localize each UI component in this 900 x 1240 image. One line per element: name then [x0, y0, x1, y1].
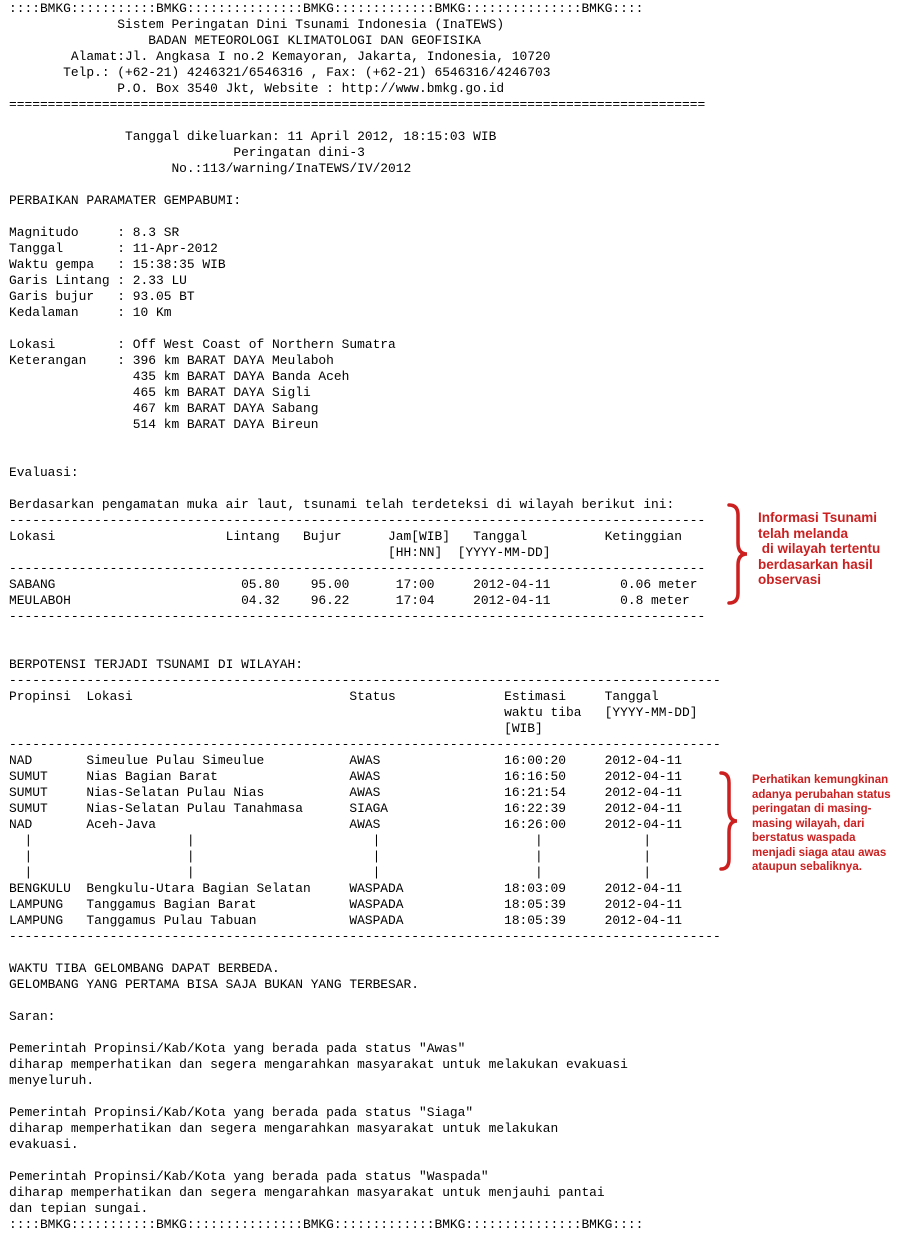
bulletin-line: 435 km BARAT DAYA Banda Aceh [9, 369, 350, 384]
bulletin-line: LAMPUNG Tanggamus Bagian Barat WASPADA 18:05:39 2012-04-11 [9, 897, 683, 912]
tsunami-observed-note: Informasi Tsunami telah melanda di wilayah tertentu berdasarkan hasil observasi [758, 510, 881, 587]
bulletin-line [9, 481, 721, 497]
bulletin-line: ------------------------------------------------------------------------------------------ [9, 513, 706, 528]
bulletin-line: Pemerintah Propinsi/Kab/Kota yang berada pada status "Siaga" [9, 1105, 474, 1120]
bulletin-line: menyeluruh. [9, 1073, 95, 1088]
bulletin-line: Lokasi Lintang Bujur Jam[WIB] Tanggal Ketinggian [9, 529, 683, 544]
bulletin-line: Peringatan dini-3 [9, 145, 365, 160]
bulletin-line: 467 km BARAT DAYA Sabang [9, 401, 319, 416]
bulletin-line: MEULABOH 04.32 96.22 17:04 2012-04-11 0.8 meter [9, 593, 690, 608]
bulletin-line: Waktu gempa : 15:38:35 WIB [9, 257, 226, 272]
bracket-status-icon [718, 771, 740, 871]
bulletin-line: dan tepian sungai. [9, 1201, 149, 1216]
bulletin-line: 465 km BARAT DAYA Sigli [9, 385, 311, 400]
bulletin-line [9, 1025, 721, 1041]
bulletin-line: Tanggal dikeluarkan: 11 April 2012, 18:15:03 WIB [9, 129, 497, 144]
bulletin-line [9, 1153, 721, 1169]
bulletin-line: ========================================================================================== [9, 97, 706, 112]
bulletin-line: BADAN METEOROLOGI KLIMATOLOGI DAN GEOFISIKA [9, 33, 481, 48]
bulletin-line: diharap memperhatikan dan segera mengarahkan masyarakat untuk melakukan evakuasi [9, 1057, 628, 1072]
bulletin-line: | | | | | [9, 865, 652, 880]
bulletin-line: -------------------------------------------------------------------------------------------- [9, 737, 721, 752]
bulletin-line: SABANG 05.80 95.00 17:00 2012-04-11 0.06 meter [9, 577, 698, 592]
bulletin-line: Evaluasi: [9, 465, 79, 480]
bulletin-line: Saran: [9, 1009, 56, 1024]
bulletin-line: 514 km BARAT DAYA Bireun [9, 417, 319, 432]
bulletin-line: NAD Simeulue Pulau Simeulue AWAS 16:00:20 2012-04-11 [9, 753, 683, 768]
bulletin-line: -------------------------------------------------------------------------------------------- [9, 673, 721, 688]
bulletin-line: | | | | | [9, 833, 652, 848]
bulletin-line: [HH:NN] [YYYY-MM-DD] [9, 545, 551, 560]
bulletin-line: ------------------------------------------------------------------------------------------ [9, 561, 706, 576]
bulletin-line: ::::BMKG:::::::::::BMKG:::::::::::::::BMKG:::::::::::::BMKG:::::::::::::::BMKG:::: [9, 1217, 644, 1232]
bulletin-line: No.:113/warning/InaTEWS/IV/2012 [9, 161, 412, 176]
bulletin-line [9, 321, 721, 337]
bulletin-line: GELOMBANG YANG PERTAMA BISA SAJA BUKAN YANG TERBESAR. [9, 977, 419, 992]
bulletin-line [9, 945, 721, 961]
bulletin-line [9, 1089, 721, 1105]
bulletin-line: Pemerintah Propinsi/Kab/Kota yang berada pada status "Awas" [9, 1041, 466, 1056]
bracket-observed-icon [726, 503, 750, 605]
bulletin-line [9, 641, 721, 657]
bulletin-line: waktu tiba [YYYY-MM-DD] [9, 705, 698, 720]
bulletin-line: Propinsi Lokasi Status Estimasi Tanggal [9, 689, 659, 704]
bulletin-line: evakuasi. [9, 1137, 79, 1152]
bulletin-line: diharap memperhatikan dan segera mengarahkan masyarakat untuk menjauhi pantai [9, 1185, 605, 1200]
bulletin-line: BENGKULU Bengkulu-Utara Bagian Selatan WASPADA 18:03:09 2012-04-11 [9, 881, 683, 896]
bulletin-line: ::::BMKG:::::::::::BMKG:::::::::::::::BMKG:::::::::::::BMKG:::::::::::::::BMKG:::: [9, 1, 644, 16]
bulletin-line: Sistem Peringatan Dini Tsunami Indonesia (InaTEWS) [9, 17, 505, 32]
bulletin-line: [WIB] [9, 721, 543, 736]
bulletin-line: Tanggal : 11-Apr-2012 [9, 241, 218, 256]
bulletin-line: -------------------------------------------------------------------------------------------- [9, 929, 721, 944]
bulletin-line: PERBAIKAN PARAMATER GEMPABUMI: [9, 193, 242, 208]
bulletin-line: SUMUT Nias-Selatan Pulau Nias AWAS 16:21:54 2012-04-11 [9, 785, 683, 800]
bulletin-line [9, 993, 721, 1009]
bulletin-line [9, 113, 721, 129]
bulletin-line: Magnitudo : 8.3 SR [9, 225, 180, 240]
bulletin-line: Kedalaman : 10 Km [9, 305, 172, 320]
bulletin-line: Berdasarkan pengamatan muka air laut, tsunami telah terdeteksi di wilayah berikut ini: [9, 497, 675, 512]
bulletin-line: Lokasi : Off West Coast of Northern Sumatra [9, 337, 396, 352]
bulletin-line: ------------------------------------------------------------------------------------------ [9, 609, 706, 624]
bulletin-line: BERPOTENSI TERJADI TSUNAMI DI WILAYAH: [9, 657, 303, 672]
bulletin-line [9, 625, 721, 641]
bulletin-line: WAKTU TIBA GELOMBANG DAPAT BERBEDA. [9, 961, 280, 976]
bulletin-line: diharap memperhatikan dan segera mengarahkan masyarakat untuk melakukan [9, 1121, 559, 1136]
bulletin-line: LAMPUNG Tanggamus Pulau Tabuan WASPADA 18:05:39 2012-04-11 [9, 913, 683, 928]
bulletin-line: Alamat:Jl. Angkasa I no.2 Kemayoran, Jakarta, Indonesia, 10720 [9, 49, 551, 64]
bulletin-line: P.O. Box 3540 Jkt, Website : http://www.bmkg.go.id [9, 81, 505, 96]
bulletin-line [9, 209, 721, 225]
warning-bulletin-text [9, 1, 721, 1233]
bulletin-line [9, 177, 721, 193]
bulletin-line: Keterangan : 396 km BARAT DAYA Meulaboh [9, 353, 334, 368]
bulletin-line: Garis Lintang : 2.33 LU [9, 273, 187, 288]
status-change-note: Perhatikan kemungkinan adanya perubahan status peringatan di masing- masing wilayah, dari berstatus waspada menjadi siaga atau awas ataupun sebaliknya. [752, 774, 891, 873]
bulletin-line [9, 433, 721, 449]
bulletin-line: SUMUT Nias Bagian Barat AWAS 16:16:50 2012-04-11 [9, 769, 683, 784]
bulletin-line: NAD Aceh-Java AWAS 16:26:00 2012-04-11 [9, 817, 683, 832]
bulletin-line: SUMUT Nias-Selatan Pulau Tanahmasa SIAGA 16:22:39 2012-04-11 [9, 801, 683, 816]
bulletin-line: Garis bujur : 93.05 BT [9, 289, 195, 304]
bulletin-line [9, 449, 721, 465]
bulletin-line: | | | | | [9, 849, 652, 864]
bulletin-line: Pemerintah Propinsi/Kab/Kota yang berada pada status "Waspada" [9, 1169, 489, 1184]
bulletin-line: Telp.: (+62-21) 4246321/6546316 , Fax: (+62-21) 6546316/4246703 [9, 65, 551, 80]
